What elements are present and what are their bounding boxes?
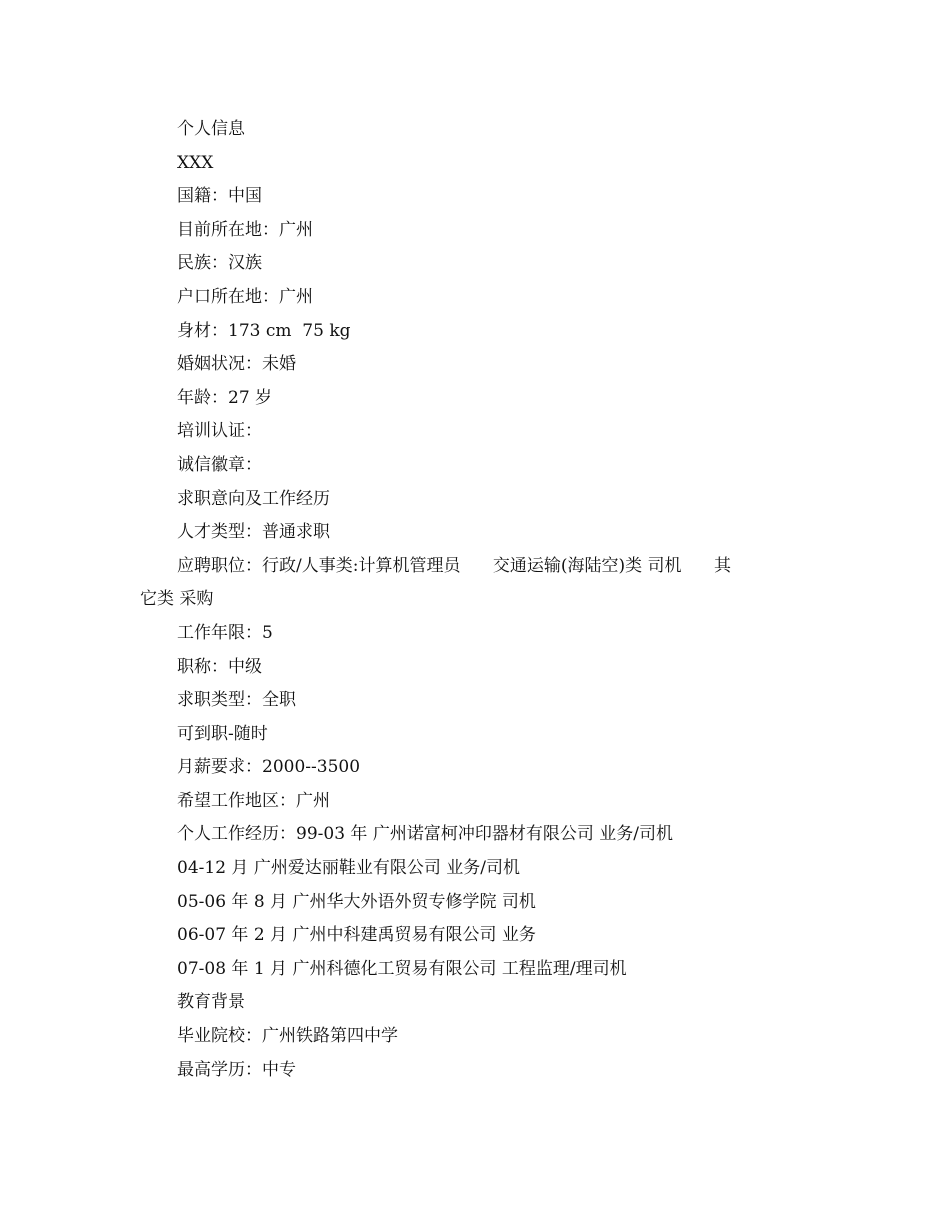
current-location-line: 目前所在地：广州 — [177, 219, 313, 240]
work-history-line-5: 07-08 年 1 月 广州科德化工贸易有限公司 工程监理/理司机 — [177, 958, 627, 979]
age-line: 年龄：27 岁 — [177, 387, 273, 408]
ethnicity-line: 民族：汉族 — [177, 253, 262, 274]
work-history-line-2: 04-12 月 广州爱达丽鞋业有限公司 业务/司机 — [177, 858, 520, 879]
talent-type-line: 人才类型：普通求职 — [177, 522, 330, 543]
section-heading-job-intention: 求职意向及工作经历 — [177, 488, 330, 509]
section-heading-personal-info: 个人信息 — [177, 119, 245, 139]
name-line: XXX — [177, 152, 214, 173]
title-line: 职称：中级 — [177, 656, 262, 677]
certification-line: 培训认证： — [177, 421, 262, 442]
job-type-line: 求职类型：全职 — [177, 690, 296, 711]
highest-degree-line: 最高学历：中专 — [177, 1059, 296, 1080]
work-history-line-1: 个人工作经历：99-03 年 广州诺富柯冲印器材有限公司 业务/司机 — [177, 824, 673, 845]
hukou-location-line: 户口所在地：广州 — [177, 286, 313, 307]
section-heading-education: 教育背景 — [177, 992, 245, 1013]
salary-line: 月薪要求：2000--3500 — [177, 757, 361, 778]
desired-area-line: 希望工作地区：广州 — [177, 790, 330, 811]
school-line: 毕业院校：广州铁路第四中学 — [177, 1026, 398, 1047]
height-weight-line: 身材：173 cm 75 kg — [177, 320, 351, 341]
work-years-line: 工作年限：5 — [177, 622, 273, 643]
work-history-line-4: 06-07 年 2 月 广州中科建禹贸易有限公司 业务 — [177, 925, 536, 946]
integrity-badge-line: 诚信徽章： — [177, 454, 262, 475]
marital-status-line: 婚姻状况：未婚 — [177, 354, 296, 375]
applied-position-line: 应聘职位：行政/人事类:计算机管理员 交通运输(海陆空)类 司机 其 — [177, 555, 731, 576]
resume-content — [140, 113, 830, 1087]
availability-line: 可到职-随时 — [177, 723, 268, 744]
applied-position-line-continued: 它类 采购 — [140, 589, 214, 610]
nationality-line: 国籍：中国 — [177, 186, 262, 207]
work-history-line-3: 05-06 年 8 月 广州华大外语外贸专修学院 司机 — [177, 891, 536, 912]
